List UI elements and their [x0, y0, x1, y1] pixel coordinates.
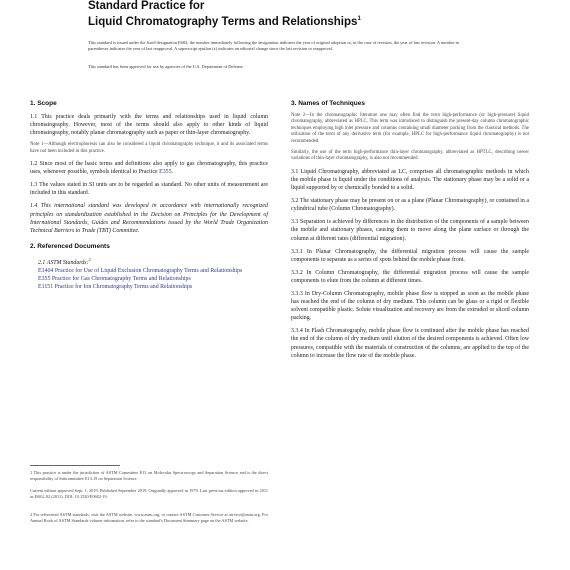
- left-column: [30, 100, 268, 296]
- note-1: Note 1—Although electrophoresis can also be considered a liquid chromatography technique, it and its associated terms have not been included in this practice.: [30, 142, 268, 154]
- footnote-1: 1 This practice is under the jurisdiction of ASTM Committee E13 on Molecular Spectroscopy and Separation Science and is the direct responsibility of Subcommittee E13.19 on Separation Science.: [30, 470, 268, 481]
- para-3-3: 3.3 Separation is achieved by differences in the distribution of the components of a sample between the mobile and stationary phases, causing them to move along the plane surface or through the column at different rates (differential migration).: [291, 219, 529, 242]
- para-3-3-4: 3.3.4 In Flash Chromatography, mobile phase flow is continued after the mobile phase has reached the end of the column of dry medium until elution of the desired components is achieved. Often low pressures, compatible with the materials of construction of the columns, are applied to the top of the column to increase the flow rate of the mobile phase.: [291, 328, 529, 359]
- astm-standards-label: 2.1 ASTM Standards:$^2$: [38, 256, 91, 266]
- title-line-1: Standard Practice for: [88, 0, 205, 12]
- note-2: Note 2—In the chromatographic literature one may often find the term high-performance (or high-pressure) liquid chromatography, abbreviated as HPLC. This term was introduced to distinguish the present-day column chromatographic techniques employing high inlet pressure and columns containing small diameter packing from the classical methods. The utilization of the term of any derivative term (for example, HPLC for high-performance liquid chromatography) is not recommended.: [291, 113, 529, 144]
- ref-e355-link[interactable]: E355 Practice for Gas Chromatography Terms and Relationships: [38, 276, 191, 282]
- footnote-1-edition: Current edition approved Sept. 1, 2019. Published September 2019. Originally approved in 1979. Last previous edition approved in 2011 as E682–92 (2011). DOI: 10.1520/E0682-19.: [30, 488, 268, 499]
- referenced-documents: [30, 256, 268, 291]
- e355-link[interactable]: E355: [159, 169, 172, 176]
- para-3-1: 3.1 Liquid Chromatography, abbreviated as LC, comprises all chromatographic methods in which the mobile phase is liquid under the conditions of analysis. The stationary phase may be a solid or a liquid supported by or chemically bonded to a solid.: [291, 168, 529, 192]
- note-2-continued: Similarly, the use of the term high-performance thin-layer chromatography, abbreviated as HPTLC, describing newer variations of thin-layer chromatography, is also not recommended.: [291, 150, 529, 162]
- footnote-rule: [30, 465, 120, 466]
- dod-approval-notice: This standard has been approved for use by agencies of the U.S. Department of Defense.: [88, 64, 244, 69]
- para-1-4: 1.4 This international standard was developed in accordance with internationally recognized principles on standardization established in the Decision on Principles for the Development of International Standards, Guides and Recommendations issued by the World Trade Organization Technical Barriers to Trade (TBT) Committee.: [30, 203, 268, 234]
- para-3-2: 3.2 The stationary phase may be present on or as a plane (Planar Chromatography), or contained in a cylindrical tube (Column Chromatography).: [291, 198, 529, 213]
- para-3-3-2: 3.3.2 In Column Chromatography, the differential migration process will cause the sample components to elute from the column at different times.: [291, 269, 529, 284]
- ref-e1151-link[interactable]: E1151 Practice for Ion Chromatography Terms and Relationships: [38, 284, 193, 291]
- section-2-heading: 2. Referenced Documents: [30, 242, 110, 250]
- right-column: [291, 100, 529, 365]
- designation-notice: This standard is issued under the fixed designation E682; the number immediately following the designation indicates the year of original adoption or, in the case of revision, the year of last revision. A number in parentheses indicates the year of last reapproval. A superscript epsilon (ε) indicates an editorial change since the last revision or reapproval.: [88, 40, 459, 51]
- section-3-heading: 3. Names of Techniques: [291, 100, 365, 107]
- para-3-3-1: 3.3.1 In Planar Chromatography, the differential migration process will cause the sample components to separate as a series of spots behind the mobile phase front.: [291, 248, 529, 263]
- title-line-2: Liquid Chromatography Terms and Relationships$^1$: [88, 15, 361, 28]
- section-1-heading: 1. Scope: [30, 100, 57, 107]
- para-1-1: 1.1 This practice deals primarily with the terms and relationships used in liquid column chromatography. However, most of the terms should also apply to other kinds of liquid chromatography, notably planar chromatography such as paper or thin-layer chromatography.: [30, 114, 268, 137]
- ref-e1404-link[interactable]: E1404 Practice for Use of Liquid Exclusion Chromatography Terms and Relationships: [38, 267, 243, 274]
- footnote-2: 2 For referenced ASTM standards, visit the ASTM website, www.astm.org, or contact ASTM Customer Service at service@astm.org. For Annual Book of ASTM Standards volume information, refer to the standard's Document Summary page on the ASTM website.: [30, 512, 268, 523]
- para-1-2: 1.2 Since most of the basic terms and definitions also apply to gas chromatography, this practice uses, whenever possible, symbols identical to Practice E355.: [30, 161, 268, 176]
- document-title: [88, 0, 478, 29]
- para-1-3: 1.3 The values stated in SI units are to be regarded as standard. No other units of measurement are included in this standard.: [30, 182, 268, 197]
- para-3-3-3: 3.3.3 In Dry-Column Chromatography, mobile phase flow is stopped as soon as the mobile phase has reached the end of the column of dry medium. This column can be glass or a rigid or flexible solvent compatible plastic. Solute visualization and recovery are from the extruded or sliced column packing.: [291, 290, 529, 322]
